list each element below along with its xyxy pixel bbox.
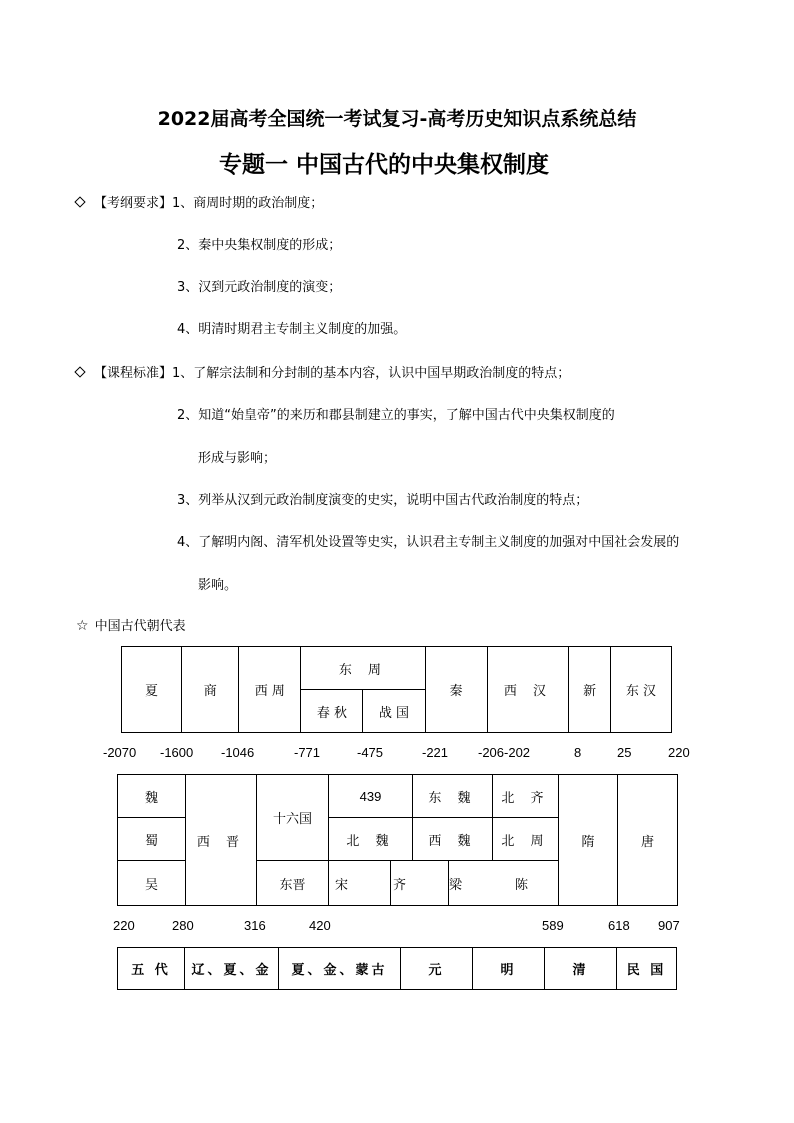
cell-yuan: 元 (401, 948, 473, 990)
kaogang-line-1 (76, 192, 323, 211)
cell-xihan: 西 汉 (487, 647, 569, 733)
kecheng-item: 形成与影响； (198, 451, 277, 466)
cell-xin: 新 (569, 647, 610, 733)
cell-tang: 唐 (618, 775, 678, 906)
year-label: 220 (668, 745, 690, 760)
cell-qin: 秦 (425, 647, 487, 733)
cell-xia-jin-menggu: 夏、金、蒙古 (279, 948, 401, 990)
year-label: 280 (172, 918, 194, 933)
year-label: 8 (574, 745, 582, 760)
cell-wei: 魏 (118, 775, 186, 818)
year-label: -221 (422, 745, 449, 760)
diamond-bullet-icon (74, 366, 85, 377)
year-label: -206-202 (478, 745, 531, 760)
year-label: -475 (357, 745, 384, 760)
kecheng-item: 影响。 (198, 578, 238, 593)
cell-xizhou: 西 周 (239, 647, 301, 733)
year-label: -771 (294, 745, 321, 760)
cell-439: 439 (329, 775, 413, 818)
cell-donghan: 东 汉 (610, 647, 671, 733)
cell-chunqiu: 春 秋 (301, 690, 363, 733)
kecheng-item: 1、了解宗法制和分封制的基本内容，认识中国早期政治制度的特点； (172, 366, 571, 381)
year-label: 618 (608, 918, 630, 933)
star-icon: ☆ (76, 618, 89, 634)
dynasty-table-2 (117, 774, 678, 906)
cell-zhanguo: 战 国 (363, 690, 425, 733)
cell-liang: 梁 (449, 877, 463, 893)
cell-xia: 夏 (122, 647, 182, 733)
document-title: 2022届高考全国统一考试复习-高考历史知识点系统总结 (157, 108, 637, 130)
cell-xijin: 西 晋 (186, 775, 257, 906)
cell-dongwei: 东 魏 (413, 775, 493, 818)
year-label: -1600 (160, 745, 194, 760)
cell-wu: 吴 (118, 861, 186, 906)
year-label: -1046 (221, 745, 255, 760)
dynasty-table-1 (121, 646, 672, 733)
kaogang-item: 4、明清时期君主专制主义制度的加强。 (177, 322, 407, 337)
cell-ming: 明 (473, 948, 545, 990)
cell-minguo: 民 国 (617, 948, 677, 990)
dynasty-table-3 (117, 947, 677, 990)
cell-chen: 陈 (515, 877, 529, 893)
year-label: 589 (542, 918, 564, 933)
cell-qi: 齐 (391, 861, 449, 905)
dynasty-table-heading (76, 615, 186, 634)
cell-beiqi: 北 齐 (493, 775, 559, 818)
dynasty-table-title: 中国古代朝代表 (94, 619, 186, 634)
year-label: -2070 (103, 745, 137, 760)
cell-qing: 清 (545, 948, 617, 990)
year-label: 25 (617, 745, 632, 760)
cell-wudai: 五 代 (118, 948, 185, 990)
cell-xiwei: 西 魏 (413, 818, 493, 861)
kecheng-line-1 (76, 362, 570, 381)
cell-sui: 隋 (559, 775, 618, 906)
cell-beizhou: 北 周 (493, 818, 559, 861)
kaogang-item: 1、商周时期的政治制度； (172, 196, 324, 211)
diamond-bullet-icon (74, 196, 85, 207)
year-label: 907 (658, 918, 680, 933)
cell-dongzhou: 东 周 (301, 647, 425, 690)
topic-title: 专题一 中国古代的中央集权制度 (218, 152, 549, 178)
kecheng-item: 4、了解明内阁、清军机处设置等史实，认识君主专制主义制度的加强对中国社会发展的 (177, 535, 680, 550)
kaogang-label: 【考纲要求】 (94, 196, 173, 211)
kecheng-item: 3、列举从汉到元政治制度演变的史实，说明中国古代政治制度的特点； (177, 493, 589, 508)
cell-shu: 蜀 (118, 818, 186, 861)
cell-shang: 商 (182, 647, 239, 733)
year-label: 420 (309, 918, 331, 933)
cell-song: 宋 (329, 861, 391, 905)
kaogang-item: 2、秦中央集权制度的形成； (177, 238, 342, 253)
cell-dongjin: 东晋 (257, 861, 329, 906)
kaogang-item: 3、汉到元政治制度的演变； (177, 280, 342, 295)
kecheng-item: 2、知道“始皇帝”的来历和郡县制建立的事实，了解中国古代中央集权制度的 (177, 408, 615, 423)
cell-beiwei: 北 魏 (329, 818, 413, 861)
cell-shiliuguo: 十六国 (257, 775, 329, 861)
cell-liao-xia-jin: 辽、夏、金 (185, 948, 279, 990)
year-label: 220 (113, 918, 135, 933)
kecheng-label: 【课程标准】 (94, 366, 173, 381)
year-label: 316 (244, 918, 266, 933)
cell-southern-dynasties (329, 861, 559, 906)
